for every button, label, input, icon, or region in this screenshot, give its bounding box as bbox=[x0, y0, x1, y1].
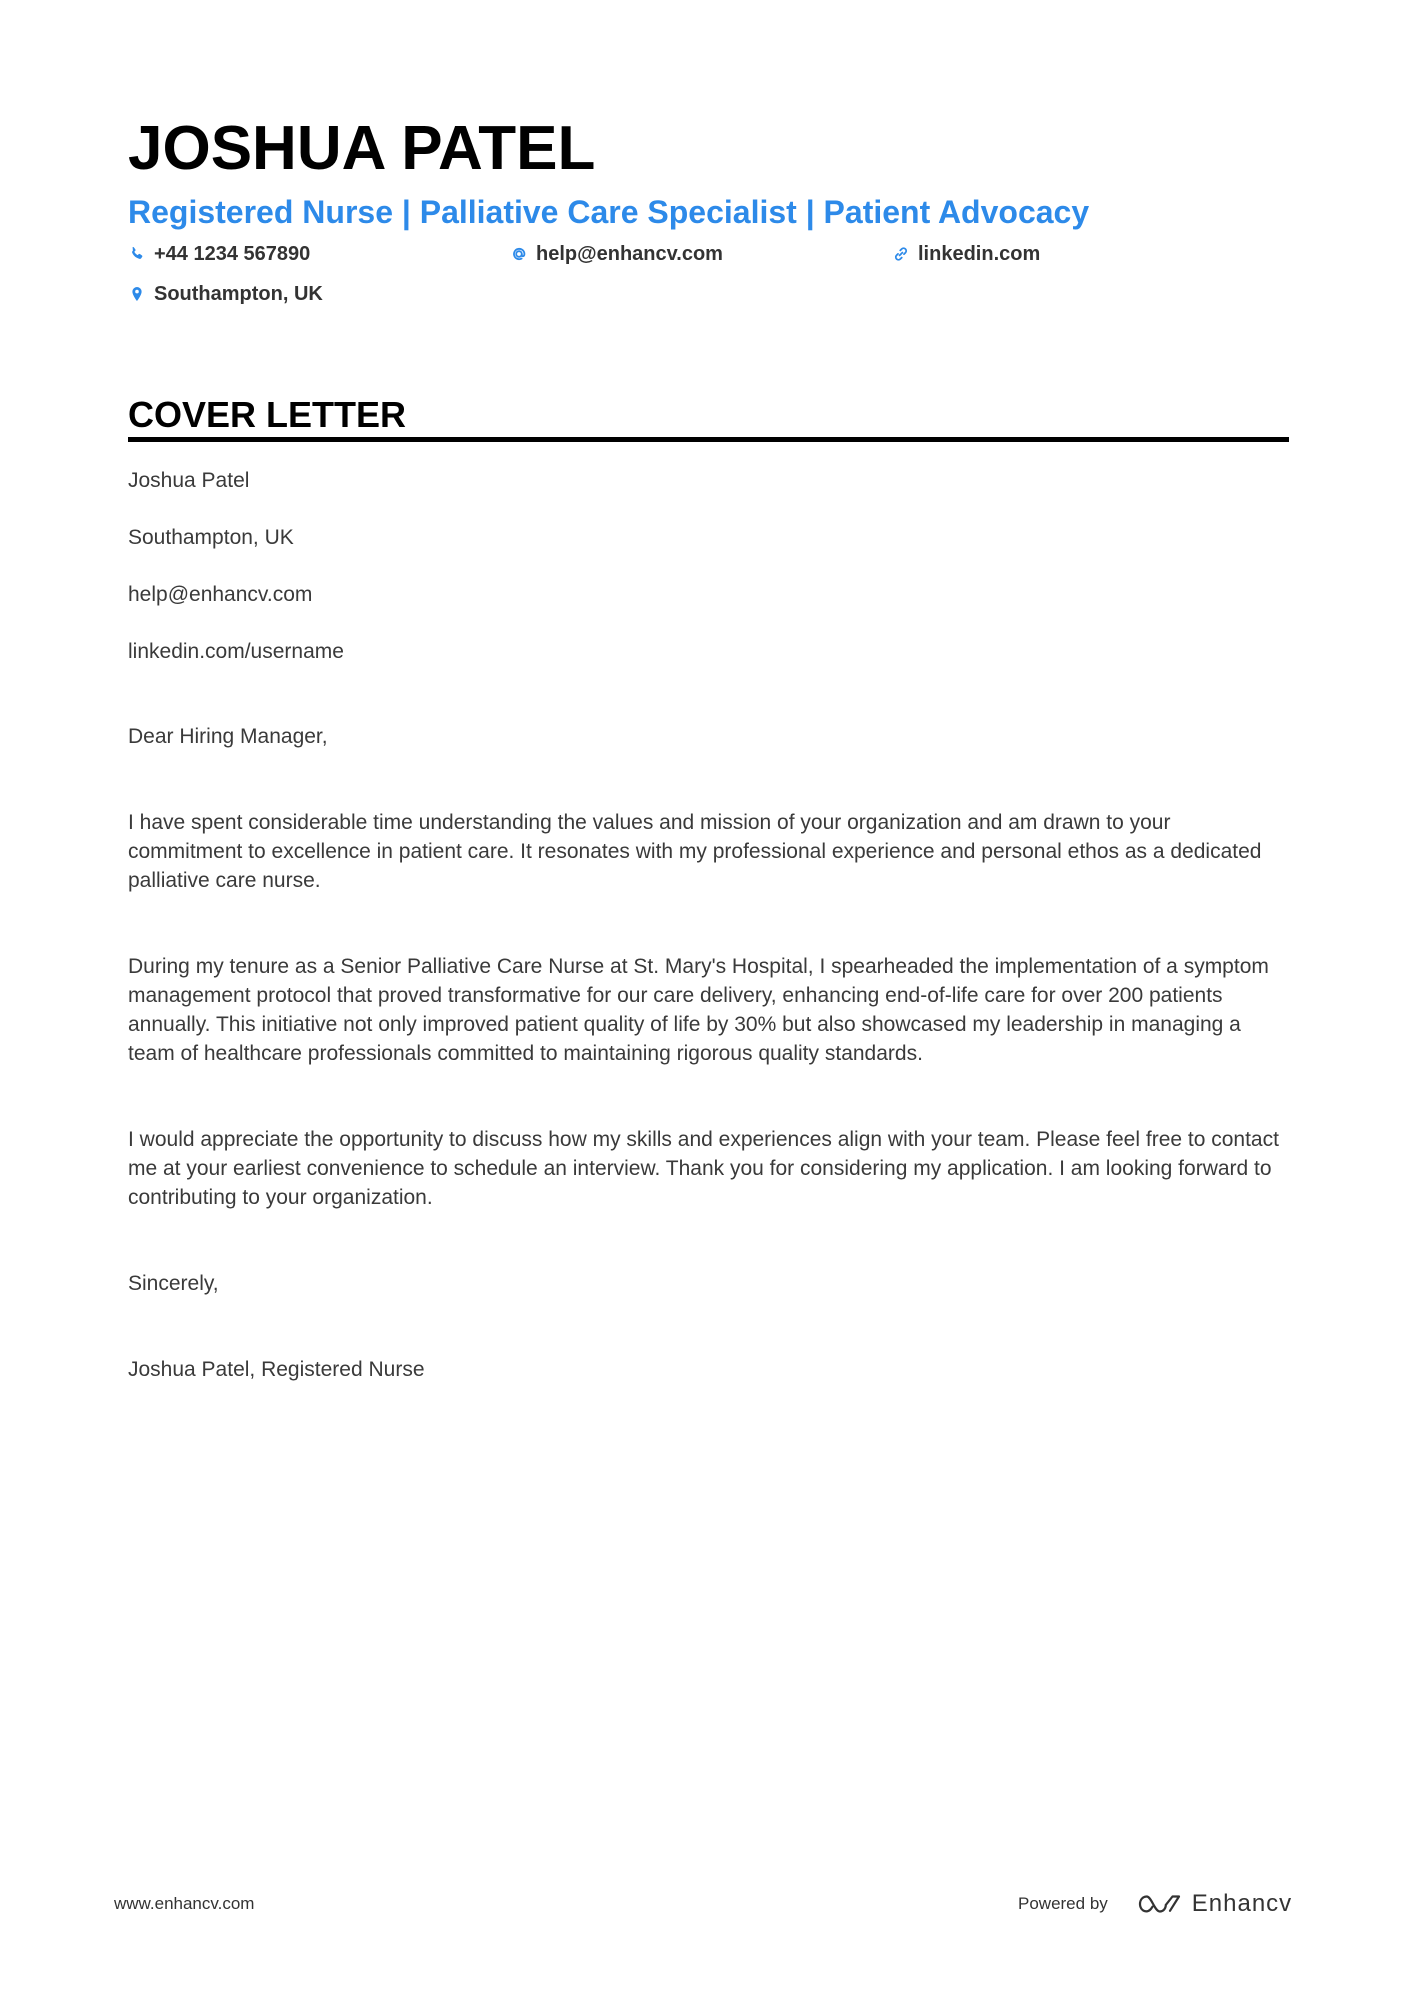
link-icon bbox=[892, 245, 910, 263]
contact-linkedin bbox=[892, 240, 1040, 268]
location-pin-icon bbox=[128, 285, 146, 303]
location-text: Southampton, UK bbox=[154, 283, 323, 305]
letter-paragraph: I would appreciate the opportunity to discuss how my skills and experiences align with your team. Please feel free to contact me at your earliest convenience to schedule an interview. Thank you for considering my application. I am looking forward to contributing to your organization. bbox=[128, 1128, 1279, 1209]
salutation: Dear Hiring Manager, bbox=[128, 725, 328, 748]
letter-paragraph: I have spent considerable time understanding the values and mission of your organization and am drawn to your commitment to excellence in patient care. It resonates with my professional experience and personal ethos as a dedicated palliative care nurse. bbox=[128, 811, 1262, 892]
candidate-title: Registered Nurse | Palliative Care Specialist | Patient Advocacy bbox=[128, 194, 1090, 230]
enhancv-logo-icon bbox=[1136, 1891, 1182, 1917]
phone-text: +44 1234 567890 bbox=[154, 243, 311, 265]
contact-email bbox=[510, 240, 723, 268]
powered-by bbox=[1018, 1890, 1292, 1918]
sender-name: Joshua Patel bbox=[128, 469, 250, 492]
linkedin-text[interactable]: linkedin.com bbox=[918, 243, 1041, 265]
at-icon bbox=[510, 245, 528, 263]
phone-icon bbox=[128, 245, 146, 263]
contact-location bbox=[128, 280, 323, 308]
letter-body bbox=[128, 466, 1289, 1384]
signature: Joshua Patel, Registered Nurse bbox=[128, 1358, 425, 1381]
sender-location: Southampton, UK bbox=[128, 526, 294, 549]
brand-name: Enhancv bbox=[1191, 1890, 1293, 1917]
footer-url[interactable]: www.enhancv.com bbox=[114, 1894, 255, 1913]
candidate-name: JOSHUA PATEL bbox=[128, 114, 596, 183]
email-text[interactable]: help@enhancv.com bbox=[536, 243, 723, 265]
closing: Sincerely, bbox=[128, 1272, 219, 1295]
section-heading: COVER LETTER bbox=[128, 394, 407, 435]
section-divider bbox=[128, 437, 1289, 442]
powered-by-label: Powered by bbox=[1018, 1894, 1108, 1913]
sender-email: help@enhancv.com bbox=[128, 583, 313, 606]
letter-paragraph: During my tenure as a Senior Palliative Care Nurse at St. Mary's Hospital, I spearheaded the implementation of a symptom management protocol that proved transformative for our care delivery, enhancing end-of-life care for over 200 patients annually. This initiative not only improved patient quality of life by 30% but also showcased my leadership in managing a team of healthcare professionals committed to maintaining rigorous quality standards. bbox=[128, 955, 1269, 1065]
contact-phone bbox=[128, 240, 310, 268]
sender-linkedin: linkedin.com/username bbox=[128, 640, 344, 663]
